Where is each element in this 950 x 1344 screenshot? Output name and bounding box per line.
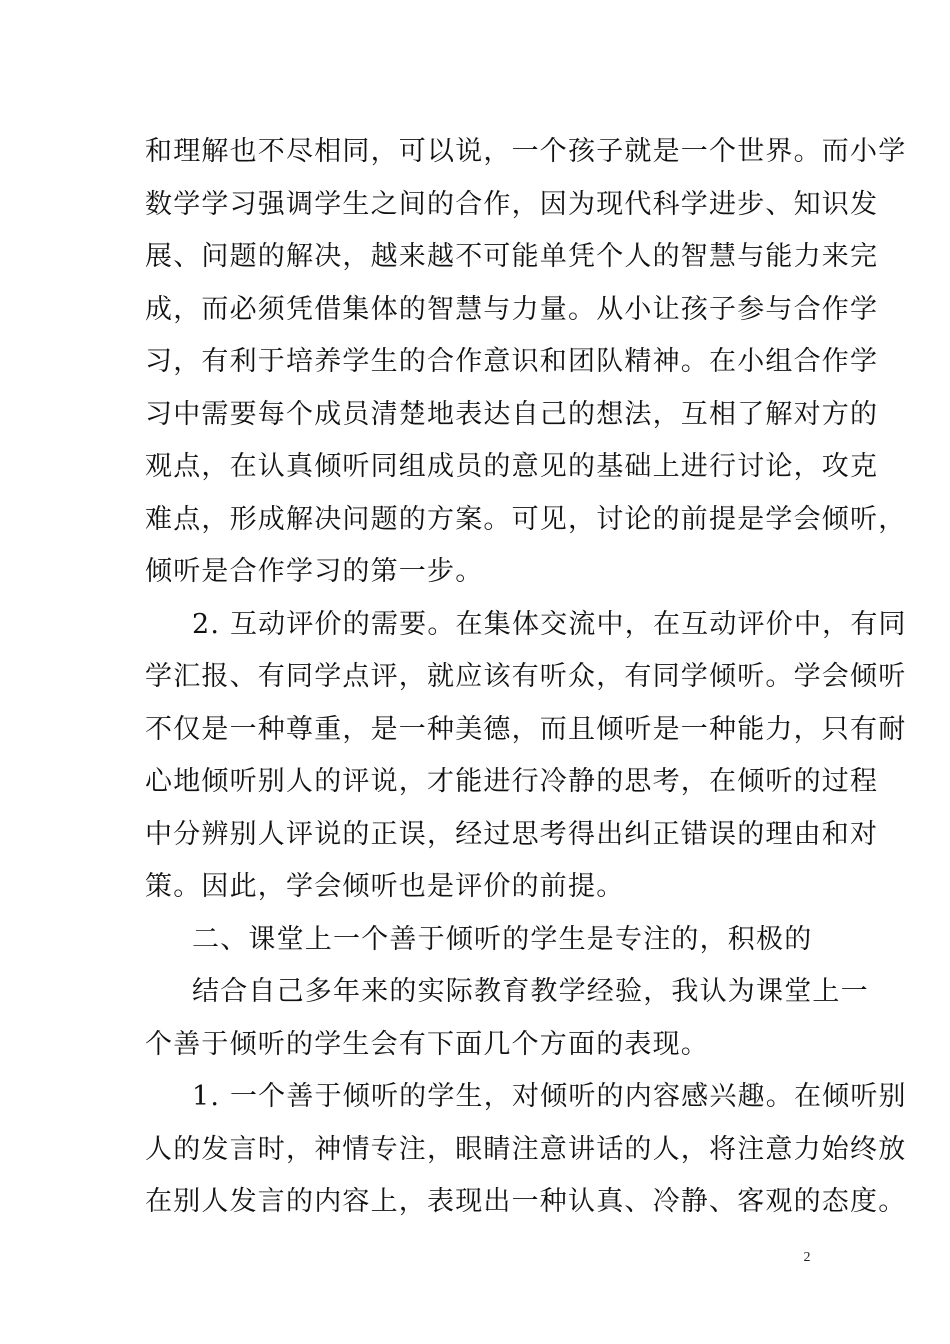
text-line-19: 1. 一个善于倾听的学生，对倾听的内容感兴趣。在倾听别 [192,1081,907,1112]
text-line-5: 习，有利于培养学生的合作意识和团队精神。在小组合作学 [145,346,879,377]
text-line-7: 观点，在认真倾听同组成员的意见的基础上进行讨论，攻克 [145,451,879,482]
text-line-11: 学汇报、有同学点评，就应该有听众，有同学倾听。学会倾听 [145,661,907,692]
text-line-20: 人的发言时，神情专注，眼睛注意讲话的人，将注意力始终放 [145,1133,907,1165]
section-heading: 二、课堂上一个善于倾听的学生是专注的，积极的 [192,923,813,955]
text-line-8: 难点，形成解决问题的方案。可见，讨论的前提是学会倾听， [145,503,907,535]
text-line-17: 结合自己多年来的实际教育教学经验，我认为课堂上一 [192,976,869,1007]
text-line-1: 和理解也不尽相同，可以说，一个孩子就是一个世界。而小学 [145,136,907,167]
text-line-18: 个善于倾听的学生会有下面几个方面的表现。 [145,1028,709,1060]
text-line-12: 不仅是一种尊重，是一种美德，而且倾听是一种能力，只有耐 [145,713,907,745]
text-line-13: 心地倾听别人的评说，才能进行冷静的思考，在倾听的过程 [145,766,879,797]
page-number: 2 [803,1250,811,1265]
text-line-4: 成，而必须凭借集体的智慧与力量。从小让孩子参与合作学 [145,293,879,325]
text-line-21: 在别人发言的内容上，表现出一种认真、冷静、客观的态度。 [145,1186,907,1217]
text-line-9: 倾听是合作学习的第一步。 [145,556,484,587]
text-line-15: 策。因此，学会倾听也是评价的前提。 [145,871,625,902]
body-text [145,126,907,1229]
text-line-14: 中分辨别人评说的正误，经过思考得出纠正错误的理由和对 [145,818,879,850]
text-line-2: 数学学习强调学生之间的合作，因为现代科学进步、知识发 [145,188,879,220]
text-line-6: 习中需要每个成员清楚地表达自己的想法，互相了解对方的 [145,398,879,430]
text-line-10: 2. 互动评价的需要。在集体交流中，在互动评价中，有同 [192,608,907,640]
text-line-3: 展、问题的解决，越来越不可能单凭个人的智慧与能力来完 [145,241,879,272]
